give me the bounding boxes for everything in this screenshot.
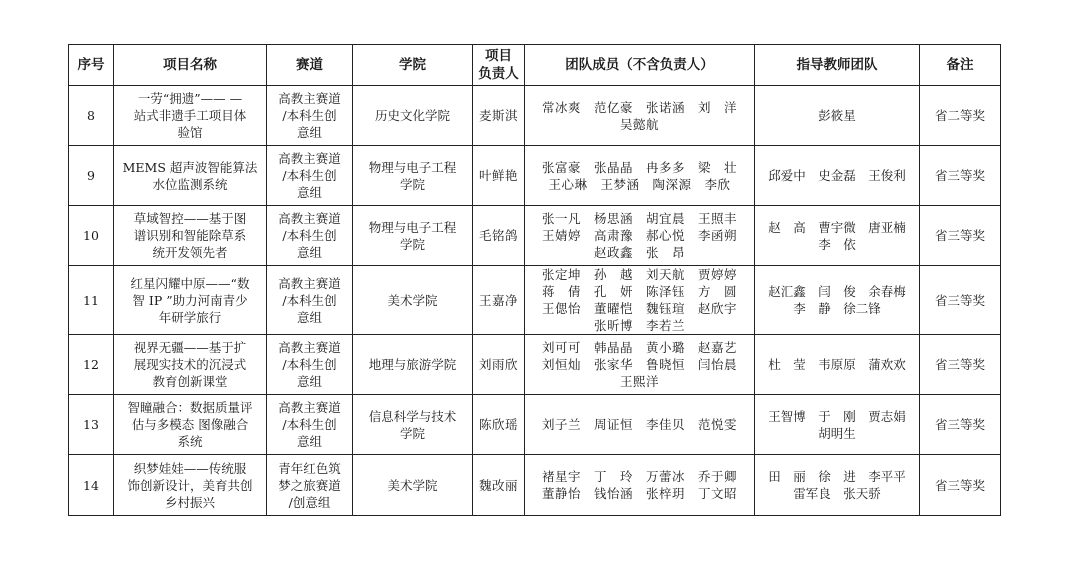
header-seq: 序号 xyxy=(69,45,114,86)
cell-line: 智瞳融合：数据质量评 xyxy=(127,400,253,415)
cell-line: 高教主赛道 xyxy=(278,340,341,355)
cell-line: 学院 xyxy=(399,425,425,441)
header-college: 学院 xyxy=(353,45,473,86)
cell-leader: 刘雨欣 xyxy=(473,335,525,395)
cell-line: 系统 xyxy=(177,434,203,449)
cell-seq: 9 xyxy=(69,146,114,206)
cell-line: 谱识别和智能除草系 xyxy=(133,228,247,243)
cell-note: 省三等奖 xyxy=(920,395,1001,455)
cell-line: 估与多模态 图像融合 xyxy=(131,417,249,432)
cell-line: 物理与电子工程 xyxy=(368,159,457,175)
cell-line: 赵政鑫 张 昂 xyxy=(593,245,685,260)
header-leader xyxy=(473,45,525,86)
header-leader-line: 负责人 xyxy=(478,66,519,82)
cell-members xyxy=(525,266,755,335)
cell-line: 教育创新课堂 xyxy=(152,374,228,389)
cell-line: 统开发领先者 xyxy=(152,245,228,260)
cell-note: 省三等奖 xyxy=(920,146,1001,206)
cell-line: 梦之旅赛道 xyxy=(278,477,341,493)
cell-advisors xyxy=(755,266,920,335)
cell-line: 褚星宇 丁 玲 万蕾冰 乔于卿 xyxy=(541,469,737,484)
cell-line: 织梦娃娃——传统服 xyxy=(133,460,247,476)
cell-members xyxy=(525,86,755,146)
cell-line: 刘子兰 周证恒 李佳贝 范悦雯 xyxy=(541,417,737,432)
cell-college xyxy=(353,266,473,335)
cell-members xyxy=(525,206,755,266)
cell-members xyxy=(525,395,755,455)
cell-project-name xyxy=(114,146,267,206)
cell-project-name xyxy=(114,266,267,335)
cell-line: 高教主赛道 xyxy=(278,91,341,106)
cell-members xyxy=(525,335,755,395)
cell-seq: 8 xyxy=(69,86,114,146)
cell-line: MEMS 超声波智能算法 xyxy=(122,159,258,175)
cell-line: 学院 xyxy=(399,236,425,252)
cell-track xyxy=(267,206,353,266)
header-row xyxy=(69,45,1001,86)
cell-project-name xyxy=(114,455,267,516)
cell-line: /本科生创 xyxy=(282,228,337,243)
cell-line: 蒋 倩 孔 妍 陈泽钰 方 圆 xyxy=(541,284,737,299)
cell-line: 展现实技术的沉浸式 xyxy=(133,357,247,372)
cell-line: 王智博 于 刚 贾志娟 xyxy=(768,408,906,424)
cell-advisors xyxy=(755,146,920,206)
cell-line: 意组 xyxy=(296,309,322,325)
cell-line: 张定坤 孙 越 刘天航 贾婷婷 xyxy=(541,267,737,282)
cell-line: 意组 xyxy=(296,245,322,260)
cell-advisors xyxy=(755,335,920,395)
cell-line: 意组 xyxy=(296,125,322,140)
cell-line: 王婧婷 高肃豫 郝心悦 李函朔 xyxy=(541,228,737,243)
cell-line: 赵 高 曹宇微 唐亚楠 xyxy=(768,219,906,235)
cell-track xyxy=(267,395,353,455)
cell-line: 意组 xyxy=(296,185,322,200)
cell-note: 省三等奖 xyxy=(920,455,1001,516)
cell-line: 学院 xyxy=(399,176,425,192)
cell-line: 田 丽 徐 进 李平平 xyxy=(768,469,906,484)
table-row xyxy=(69,455,1001,516)
cell-advisors xyxy=(755,206,920,266)
cell-line: 站式非遗手工项目体 xyxy=(133,108,247,123)
cell-line: 意组 xyxy=(296,434,322,449)
cell-project-name xyxy=(114,206,267,266)
cell-track xyxy=(267,335,353,395)
table-row xyxy=(69,335,1001,395)
cell-college xyxy=(353,206,473,266)
cell-track xyxy=(267,146,353,206)
cell-seq: 10 xyxy=(69,206,114,266)
cell-college xyxy=(353,455,473,516)
cell-note: 省二等奖 xyxy=(920,86,1001,146)
cell-line: /本科生创 xyxy=(282,357,337,372)
cell-track xyxy=(267,455,353,516)
cell-track xyxy=(267,266,353,335)
table-row xyxy=(69,395,1001,455)
cell-line: 饰创新设计，美育共创 xyxy=(127,477,253,493)
cell-project-name xyxy=(114,395,267,455)
header-members: 团队成员（不含负责人） xyxy=(525,45,755,86)
cell-line: 水位监测系统 xyxy=(152,176,228,192)
cell-line: 王熙洋 xyxy=(619,374,659,389)
cell-line: 杜 莹 韦原原 蒲欢欢 xyxy=(768,357,906,372)
cell-note: 省三等奖 xyxy=(920,266,1001,335)
header-advisors: 指导教师团队 xyxy=(755,45,920,86)
cell-line: 张一凡 杨思涵 胡宜晨 王照丰 xyxy=(541,211,737,226)
cell-line: /创意组 xyxy=(288,494,331,510)
cell-leader: 陈欣瑶 xyxy=(473,395,525,455)
cell-line: 彭筱星 xyxy=(818,108,856,123)
cell-members xyxy=(525,455,755,516)
cell-line: 邱爱中 史金磊 王俊利 xyxy=(768,168,906,183)
awards-table xyxy=(68,44,1001,516)
cell-line: 张富豪 张晶晶 冉多多 梁 壮 xyxy=(541,159,737,175)
cell-college xyxy=(353,335,473,395)
cell-line: 李 依 xyxy=(818,236,856,252)
cell-line: 张昕博 李若兰 xyxy=(593,318,685,333)
cell-line: 验馆 xyxy=(177,125,203,140)
cell-college xyxy=(353,395,473,455)
table-row xyxy=(69,86,1001,146)
cell-leader: 麦斯淇 xyxy=(473,86,525,146)
cell-line: 刘可可 韩晶晶 黄小璐 赵嘉艺 xyxy=(541,340,737,355)
cell-line: 李 静 徐二锋 xyxy=(793,301,881,316)
cell-members xyxy=(525,146,755,206)
cell-line: /本科生创 xyxy=(282,168,337,183)
cell-seq: 12 xyxy=(69,335,114,395)
cell-line: 地理与旅游学院 xyxy=(368,357,457,372)
cell-leader: 叶鲜艳 xyxy=(473,146,525,206)
cell-track xyxy=(267,86,353,146)
table-row xyxy=(69,146,1001,206)
cell-line: 乡村振兴 xyxy=(164,494,215,510)
cell-line: 美术学院 xyxy=(387,477,438,493)
cell-line: 红星闪耀中原——“数 xyxy=(130,275,250,291)
cell-seq: 13 xyxy=(69,395,114,455)
cell-leader: 毛铭鸽 xyxy=(473,206,525,266)
cell-line: 信息科学与技术 xyxy=(368,408,457,424)
cell-line: 青年红色筑 xyxy=(278,460,341,476)
cell-note: 省三等奖 xyxy=(920,335,1001,395)
cell-project-name xyxy=(114,335,267,395)
cell-line: 常冰爽 范亿豪 张诺涵 刘 洋 xyxy=(541,99,737,115)
cell-line: 赵汇鑫 闫 俊 余春梅 xyxy=(768,284,906,299)
cell-line: 年研学旅行 xyxy=(158,309,222,325)
cell-seq: 11 xyxy=(69,266,114,335)
cell-line: 视界无疆——基于扩 xyxy=(133,340,247,355)
cell-line: /本科生创 xyxy=(282,108,337,123)
cell-line: 意组 xyxy=(296,374,322,389)
cell-line: 高教主赛道 xyxy=(278,275,341,291)
cell-note: 省三等奖 xyxy=(920,206,1001,266)
cell-advisors xyxy=(755,86,920,146)
cell-college xyxy=(353,146,473,206)
header-track: 赛道 xyxy=(267,45,353,86)
cell-line: 胡明生 xyxy=(818,425,856,441)
cell-line: 历史文化学院 xyxy=(374,108,450,123)
header-project-name: 项目名称 xyxy=(114,45,267,86)
cell-line: 一劳“拥遗”—— — xyxy=(137,91,243,106)
cell-line: 高教主赛道 xyxy=(278,151,341,166)
cell-line: 美术学院 xyxy=(387,292,438,308)
table-row xyxy=(69,206,1001,266)
cell-line: /本科生创 xyxy=(282,417,337,432)
cell-line: 董静怡 钱怡涵 张梓玥 丁文昭 xyxy=(541,486,737,501)
cell-line: 高教主赛道 xyxy=(278,211,341,226)
cell-advisors xyxy=(755,395,920,455)
cell-line: 雷军良 张天骄 xyxy=(793,486,881,501)
cell-line: 智 IP ”助力河南青少 xyxy=(132,292,248,308)
cell-project-name xyxy=(114,86,267,146)
cell-college xyxy=(353,86,473,146)
cell-line: 草域智控——基于图 xyxy=(133,211,247,226)
table-row xyxy=(69,266,1001,335)
cell-seq: 14 xyxy=(69,455,114,516)
cell-leader: 王嘉净 xyxy=(473,266,525,335)
cell-line: 王心琳 王梦涵 陶深源 李欣 xyxy=(548,176,731,192)
table-body xyxy=(69,86,1001,516)
cell-leader: 魏改丽 xyxy=(473,455,525,516)
cell-line: 王偲怡 董曜恺 魏钰瑄 赵欣宇 xyxy=(541,301,737,316)
cell-line: 物理与电子工程 xyxy=(368,219,457,235)
header-leader-line: 项目 xyxy=(485,48,512,64)
cell-advisors xyxy=(755,455,920,516)
header-note: 备注 xyxy=(920,45,1001,86)
cell-line: 吴懿航 xyxy=(619,116,659,132)
cell-line: 高教主赛道 xyxy=(278,400,341,415)
cell-line: /本科生创 xyxy=(282,292,337,308)
cell-line: 刘恒灿 张家华 鲁晓恒 闫怡晨 xyxy=(541,357,737,372)
